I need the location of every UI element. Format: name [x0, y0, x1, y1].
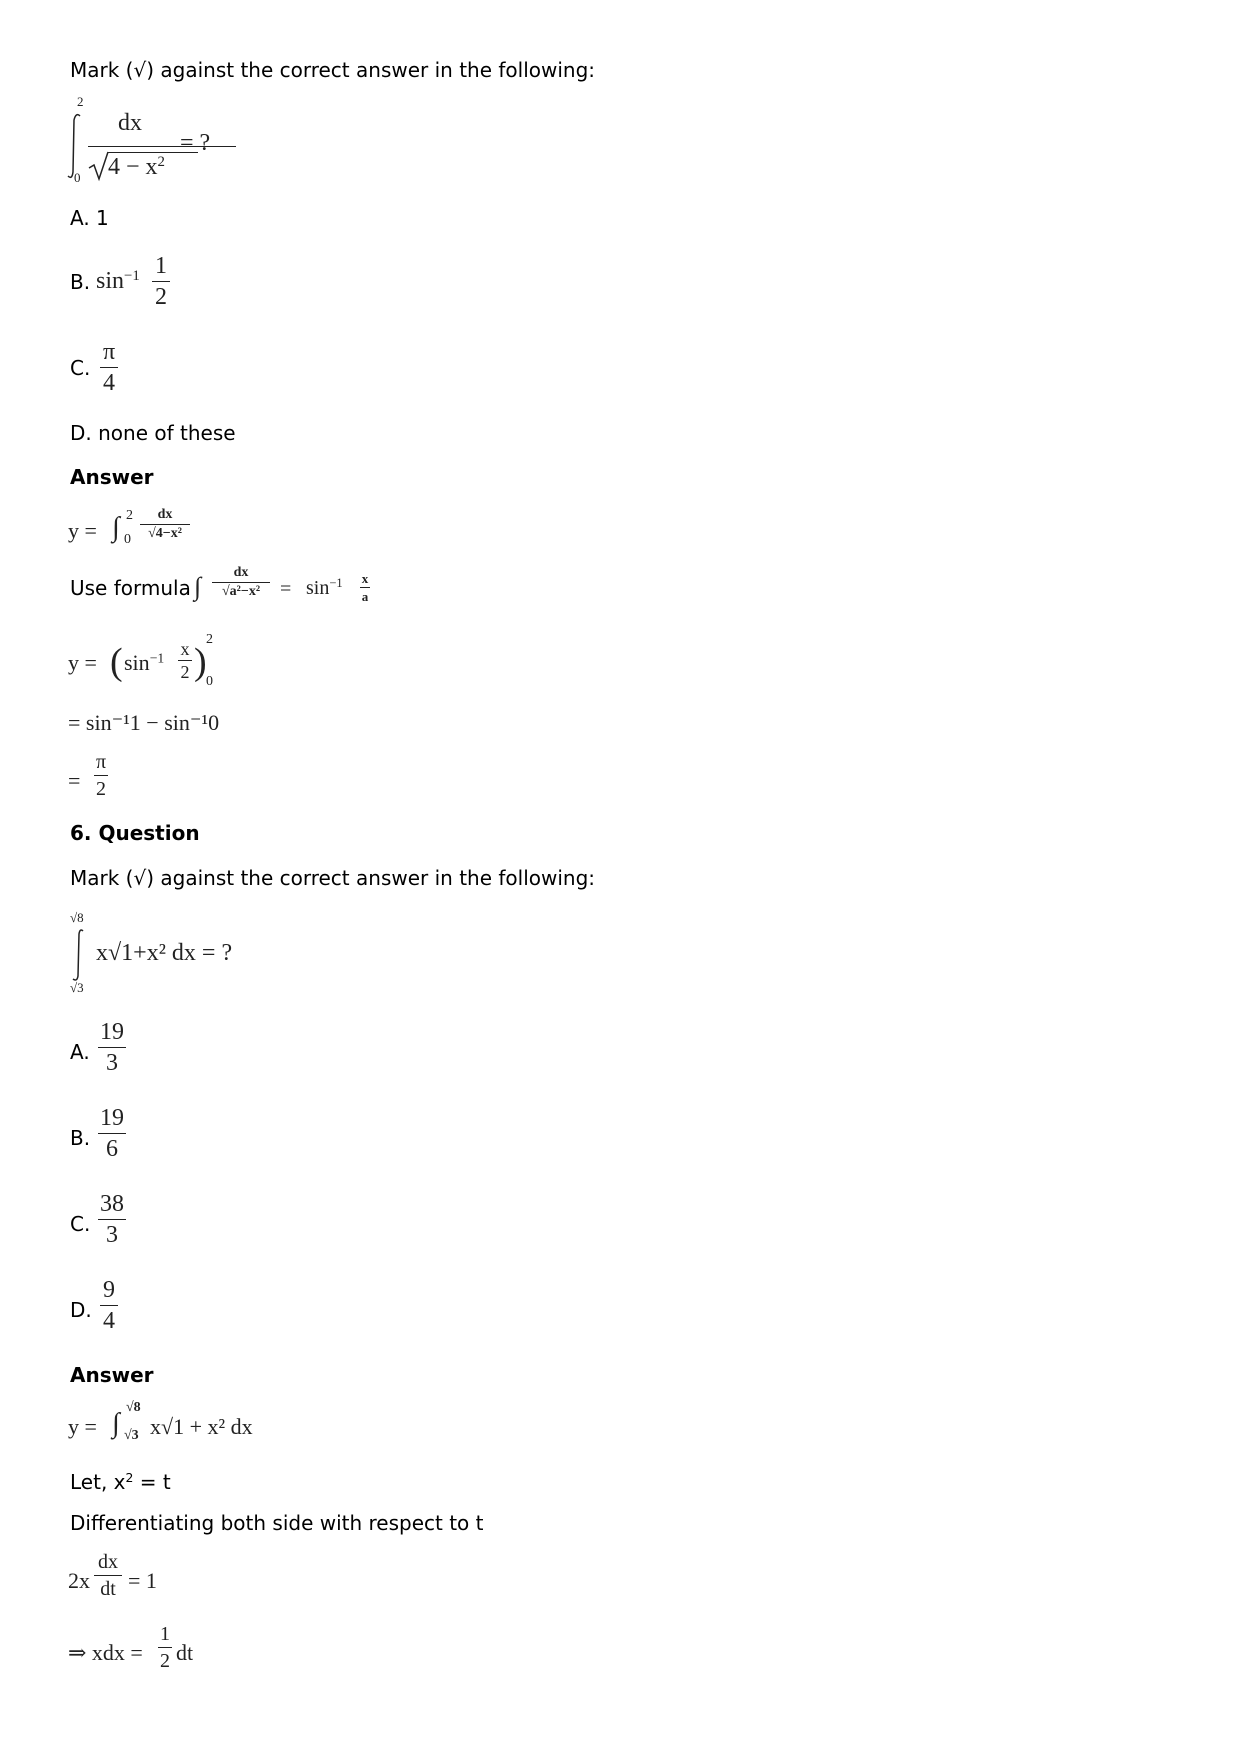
answer-heading: Answer: [70, 465, 154, 489]
option-fraction: π 4: [100, 340, 118, 395]
formula-line: Use formula ∫ dx √a²−x² = $\sin^{-1}$ x a: [70, 565, 369, 604]
option-letter: C.: [70, 1212, 91, 1236]
integrand-numerator: dx: [118, 110, 142, 136]
equals-question: = ?: [180, 130, 211, 156]
option-fraction: 9 4: [100, 1278, 118, 1333]
option-b[interactable]: [70, 254, 190, 318]
option-a[interactable]: [70, 1020, 150, 1090]
option-letter: D.: [70, 1298, 92, 1322]
derivative-equation: 2x dx dt = 1: [68, 1551, 157, 1600]
answer-heading: Answer: [70, 1363, 154, 1387]
option-letter: B.: [70, 1126, 91, 1150]
substitution-text: Let, $x^2 = t$: [70, 1469, 171, 1494]
option-c[interactable]: [70, 340, 150, 404]
option-c[interactable]: [70, 1192, 150, 1262]
solution-line-3: y = ( $\sin^{-1}$ x 2 ) 2 0: [68, 632, 213, 689]
solution-line-1: y = ∫ 2 0 dx √4−x²: [68, 508, 228, 554]
option-letter: B.: [70, 270, 91, 294]
integrand-radicand: $4 - x^2$: [108, 154, 165, 181]
solution-line-4: = sin⁻¹1 − sin⁻¹0: [68, 710, 220, 735]
integral-upper-limit: 2: [77, 94, 84, 109]
instruction-text: Mark (√) against the correct answer in the following:: [70, 58, 596, 82]
question-heading: 6. Question: [70, 821, 200, 845]
result-equation: ⇒ xdx = 1 2 dt: [68, 1623, 194, 1672]
option-a[interactable]: [70, 206, 109, 230]
option-value: 1: [96, 206, 109, 230]
option-d[interactable]: [70, 421, 236, 445]
radical-sign: [88, 150, 110, 182]
option-fraction: 19 3: [100, 1019, 124, 1076]
option-fraction: 1 2: [152, 254, 170, 309]
option-d[interactable]: [70, 1278, 150, 1348]
instruction-text: Mark (√) against the correct answer in the following:: [70, 866, 596, 890]
question-integral: [66, 910, 286, 1000]
option-value: none of these: [98, 421, 236, 445]
option-letter: A.: [70, 1040, 90, 1064]
integral-upper-limit: √8: [70, 910, 84, 925]
option-function: $\sin^{-1}$: [96, 268, 140, 295]
option-letter: D.: [70, 421, 92, 445]
integrand: x√1+x² dx = ?: [96, 940, 233, 966]
solution-line-5: = π 2: [68, 751, 107, 800]
integral-lower-limit: 0: [74, 170, 81, 185]
integral-lower-limit: √3: [70, 980, 84, 995]
option-b[interactable]: [70, 1106, 150, 1176]
solution-line-1: y = ∫ √8 √3 x√1 + x² dx: [68, 1400, 253, 1443]
option-letter: C.: [70, 356, 91, 380]
option-fraction: 38 3: [100, 1191, 124, 1248]
fraction-bar: [88, 146, 236, 147]
integral-sign: [70, 928, 90, 984]
question-integral: [62, 94, 242, 190]
option-fraction: 19 6: [100, 1105, 124, 1162]
differentiation-text: Differentiating both side with respect to t: [70, 1511, 484, 1535]
option-letter: A.: [70, 206, 90, 230]
